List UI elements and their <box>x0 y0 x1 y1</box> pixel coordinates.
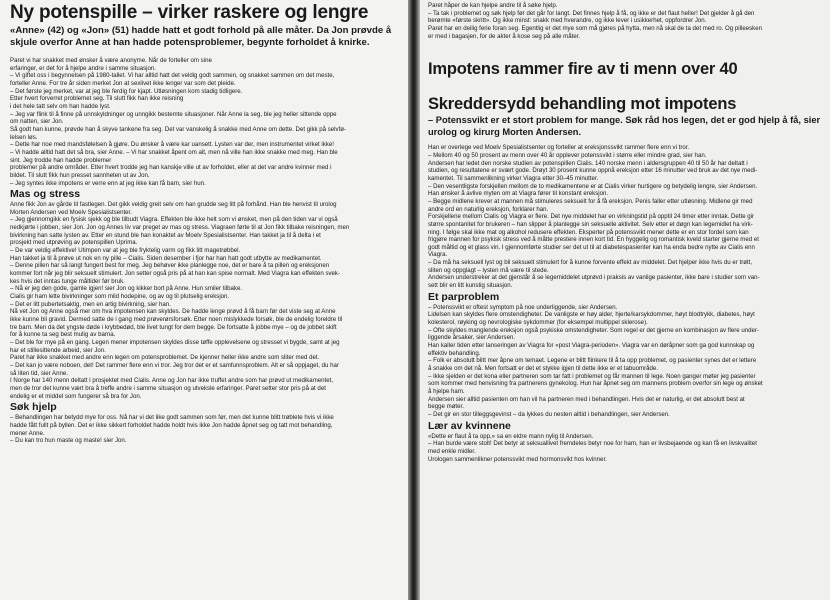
text-line: Han er overlege ved Moelv Spesialistsenter og forteller at ereksjonssvikt rammer flere enn vi tror. <box>428 144 690 152</box>
text-line: – Folk er absolutt blitt mer åpne om temaet. Legene er blitt flinkere til å ta opp problemet, og pasienter synes det er lettere <box>428 357 757 365</box>
text-line: med enkle midler. <box>428 447 476 455</box>
text-line: – Vi hadde alltid hatt det så bra, sier Anne. – Vi har snakket åpent om alt, men nå ville han ikke snakke med meg. Han ble <box>10 148 338 156</box>
interview-lead: – Potenssvikt er et stort problem for mange. Søk råd hos legen, det er god hjelp å få, sier urolog og kirurg Morten Andersen. <box>428 115 821 137</box>
text-line: Så godt han kunne, prøvde han å skyve tankene fra seg. Det var vanskelig å snakke med Anne om dette. Det gikk på selvfø- <box>10 125 347 133</box>
text-line: Paret vi har snakket med ønsker å være anonyme. Når de forteller om sine <box>10 57 212 64</box>
text-line: ning. I følge skal ikke mat og alkohol redusere effekten. Eksperter på potenssvikt mener dette er en stor fordel som kan <box>428 228 749 236</box>
text-line: bildet. Til slutt fikk hun presset sannheten ut av Jon. <box>10 171 150 179</box>
right-page <box>420 0 830 600</box>
text-line: Han ønsker å avlive myten om at Viagra fører til konstant ereksjon. <box>428 190 609 198</box>
text-line: begge møter. <box>428 403 464 411</box>
article-title: Ny potenspille – virker raskere og lengre <box>10 2 369 23</box>
text-line: i det hele tatt selv om han hadde lyst. <box>10 102 111 110</box>
text-line: å hjelpe ham. <box>428 387 465 395</box>
article-lead: «Anne» (42) og «Jon» (51) hadde hatt et godt forhold på alle måter. Da Jon prøvde å skjule overfor Anne at han hadde potensproblemer, begynte forholdet å knirke. <box>10 25 392 48</box>
text-line: Anne fikk Jon av gårde til fastlegen. Det gikk veldig greit selv om han grudde seg litt på forhånd. Han ble henvist til urolog <box>10 201 337 209</box>
text-line: tre barn. Men da det yngste døde i krybbedød, ble livet tungt for dem begge. De fortsatte å jobbe mye – og de jobbet skift <box>10 323 337 331</box>
text-line: Nå vet Jon og Anne også mer om hva impotensen kan skyldes. De hadde lenge prøvd å få barn før det viste seg at Anne <box>10 308 336 316</box>
text-line: Paret har en deilig ferie foran seg. Egentlig er det mye som må gjøres på hytta, men nå skal de ta det med ro. Og pilleesken <box>428 24 762 32</box>
text-line: – Nå er jeg den gode, gamle igjen! sier Jon og kikker bort på Anne. Hun smiler tilbake. <box>10 285 243 293</box>
section-heading: Søk hjelp <box>10 401 57 414</box>
text-line: Han kaller tiden etter lanseringen av Viagra for «post Viagra-perioden». Viagra var en døråpner som ga god kunnskap og <box>428 342 755 350</box>
text-line: – Da må ha seksuell lyst og bli seksuelt stimulert for å kunne forvente effekt av middelet. Det hjelper ikke hvis du er trøtt, <box>428 259 753 267</box>
text-line: har et stillesittende arbeid, sier Jon. <box>10 346 106 354</box>
section-body <box>428 433 824 464</box>
text-line: Andersen understreker at det gjenstår å se legemiddelet utprøvd i praksis av vanlige pasienter, ikke bare i studier som van- <box>428 274 760 282</box>
text-line: lelsen løs. <box>10 133 38 141</box>
text-line: Andersen sier alltid pasienten om han vil ha partneren med i behandlingen. Hvis det er naturlig, er det absolutt best at <box>428 395 745 403</box>
text-line: nedkjørte i jobben, sier Jon. Jon og Annes liv var preget av mas og stress. Viagraen førte til at Jon fikk tilbake reisningen, men <box>10 224 350 232</box>
text-line: – Det gir en stor tilleggsgevinst – da lykkes du nesten alltid i behandlingen, sier Andersen. <box>428 410 670 418</box>
text-line: for å kunne ta seg best mulig av barna. <box>10 331 116 339</box>
text-line: om natten, sier Jon. <box>10 118 64 126</box>
text-line: sliten og oppglagt – lysten må være til stede. <box>428 266 549 274</box>
text-line: – Ikke sjelden er det kona eller partneren som tar fatt i problemet og får mannen til lege. Noen ganger møter jeg pasienter <box>428 372 756 380</box>
section-heading: Et parproblem <box>428 290 500 303</box>
text-line: forteller Anne. For tre år siden merket Jon at sexlivet ikke lenger var som det pleide. <box>10 79 236 87</box>
text-line: Paret har ikke snakket med andre enn legen om potensproblemet. De kjenner heller ikke andre som sliter med det. <box>10 354 320 362</box>
text-line: Cialis gir ham lette bivirkninger som mild hodepine, og av og til plutselig ereksjon. <box>10 293 230 301</box>
text-line: – Jeg var flink til å finne på unnskyldninger og unngikk bestemte situasjoner. Når Anne la seg, ble jeg heller sittende oppe <box>10 110 337 118</box>
text-line: å snakke om det nå. Men fortsatt er det et stykke igjen til dette ikke er et tabuområde. <box>428 365 658 372</box>
text-line: berømte «første skritt». Og ikke minst: snakk med hverandre, og ikke lever i usikkerhet, oppfordrer Jon. <box>428 17 707 25</box>
text-line: Han takket ja til å prøve ut nok en ny pille – Cialis. Siden desember i fjor har han hatt godt utbytte av medikamentet. <box>10 254 322 262</box>
text-line: – Jeg syntes ikke impotens er verre enn at jeg ikke kan få barn, sier hun. <box>10 179 206 187</box>
text-line: Urologen sammenlikner potenssvikt med hormonsvikt hos kvinner. <box>428 455 607 463</box>
text-line: – Det første jeg merket, var at jeg ble ferdig for kjapt. Utløsningen kom stadig tidligere. <box>10 87 243 95</box>
left-sections <box>10 188 400 445</box>
section-body <box>10 414 400 445</box>
right-sections <box>428 291 824 463</box>
text-line: – Ta tak i problemet og søk hjelp før det går for langt. Det finnes hjelp å få, og ikke er det flaut heller! Det gjelder å gå den <box>428 9 755 17</box>
section-body <box>10 201 400 400</box>
text-line: kolesterol, røyking og nevrologiske sykdommer (for eksempel multippel sklerose). <box>428 319 648 327</box>
text-line: – Vi giftet oss i begynnelsen på 1980-tallet. Vi har alltid hatt det veldig godt sammen, og snakket sammen om det meste, <box>10 72 335 80</box>
text-line: godt måltid og et glass vin. I gjennomførte studier ser det ut til at diabetespasienter kan ha enda bedre nytte av Cialis enn <box>428 243 755 251</box>
headline: Impotens rammer fire av ti menn over 40 <box>428 60 738 79</box>
left-page <box>0 0 408 600</box>
text-line: – Behandlingen har betydd mye for oss. Nå har vi det like godt sammen som før, men det kunne blitt trøblete hvis vi ikke <box>10 414 334 422</box>
text-line: – Denne pillen har så langt fungert best for meg. Jeg behøver ikke planlegge noe, det er bare å ta pillen og ereksjonen <box>10 262 330 270</box>
text-line: – Jeg gjennomgikk en fysisk sjekk og ble tilbudt Viagra. Effekten ble ikke helt som vi ønsket, men på den tiden var vi også <box>10 216 338 224</box>
text-line: – Potenssvikt er oftest symptom på noe underliggende, sier Andersen. <box>428 303 618 311</box>
text-line: – Begge midlene krever at mannen må stimuleres seksuelt for å få ereksjon. Penis faller etter utløsning. Midlene gir med <box>428 197 753 205</box>
text-line: I Norge har 140 menn deltatt i prosjektet med Cialis. Anne og Jon har ikke truffet andre som har prøvd ut medikamentet, <box>10 377 334 385</box>
text-line: bivirkning han satte lysten av. Etter en stund ble han konaktet av Moelv Spesialistsenter. Han takket ja til å delta i et <box>10 231 321 239</box>
text-line: større spontanitet for brukeren – han slipper å planlegge sin seksuelle aktivitet. Selv etter et døgn kan legemidlet ha virk- <box>428 220 753 228</box>
text-line: kes hvis det inntas tunge måltider før bruk. <box>10 277 125 285</box>
text-line: – Han burde være stolt! Det betyr at seksuallivet fremdeles betyr noe for ham, han er livsbejaende og kan få en livskvalitet <box>428 440 757 448</box>
text-line: som kommer med henvisning fra partnerens gynekolog. Hun har åpnet seg om mannens problem overfor sin lege og ønsket <box>428 380 763 388</box>
text-line: – Du kan tro hun maste og maste! sier Jon. <box>10 437 127 445</box>
text-line: problemer på andre områder. Etter hvert trodde jeg han kanskje ville ut av forholdet, eller at det var andre kvinner med i <box>10 164 332 172</box>
section-heading: Mas og stress <box>10 188 81 201</box>
text-line: studien, og resultatene er svært gode. Drøyt 30 prosent kunne oppnå ereksjon etter 16 minutter ved bruk av det nye medi- <box>428 167 758 175</box>
text-line: – Den vesentligste forskjellen mellom de to medikamentene er at Cialis virker hurtigere og betydelig lengre, sier Andersen. <box>428 182 758 190</box>
headline-2: Skreddersydd behandling mot impotens <box>428 95 737 114</box>
text-line: Paret håper de kan hjelpe andre til å søke hjelp. <box>428 2 558 9</box>
section-heading: Lær av kvinnene <box>428 419 511 432</box>
text-line: mener Anne. <box>10 429 45 437</box>
text-line: men de tror det kunne vært bra å treffe andre i samme situasjon og utveksle erfaringer. Paret setter stor pris på at det <box>10 384 326 392</box>
text-line: kommer fort når jeg blir seksuelt stimulert. Jon setter også pris på at han kan spise normalt. Med Viagra kan effekten svek- <box>10 270 341 278</box>
text-line: Etter hvert forverret problemet seg. Til slutt fikk han ikke reisning <box>10 95 184 103</box>
text-line: – De var veldig effektive! Utimpen var at jeg ble fryktelig varm og fikk litt magetrøbbel. <box>10 247 241 255</box>
section-body <box>428 304 824 419</box>
text-line: endelig er et middel som fungerer så bra for Jon. <box>10 392 142 400</box>
text-line: – Det kan jo være noboen, det! Det rammer flere enn vi tror. Jeg tror det er et samfunnsproblem. Alt er så oppjaget, du har <box>10 361 339 369</box>
text-line: Forskjellene mellom Cialis og Viagra er flere. Det nye middelet har en virkningstid på opptil 24 timer etter inntak. Dette gir <box>428 213 755 221</box>
text-line: – Mellom 40 og 50 prosent av menn over 40 år opplever potenssvikt i større eller mindre grad, sier han. <box>428 151 707 159</box>
text-line: – Det ble for mye på en gang. Legen mener impotensen skyldes disse tøffe opplevelsene og stresset vi bygde, samt at jeg <box>10 338 340 346</box>
text-line: andre ord en naturlig ereksjon, forklarer han. <box>428 205 549 213</box>
text-line: er med i bagasjen, for de akter å kose seg på alle måter. <box>428 32 581 40</box>
text-line: erfaringer, er det for å hjelpe andre i samme situasjon. <box>10 64 156 72</box>
text-line: «Dette er flaut å ta opp,» sa en eldre mann nylig til Andersen. <box>428 432 594 440</box>
text-line: hadde fått fullt på byllen. Det er ikke sikkert forholdet hadde holdt hvis ikke Jon hadde åpnet seg og tatt mot behandling, <box>10 421 333 429</box>
text-line: sint. Jeg trodde han hadde problemer <box>10 156 112 164</box>
text-line: Andersen har ledet den norske studien av potenspillen Cialis. 140 norske menn i aldersgruppen 40 til 50 år har deltatt i <box>428 159 748 167</box>
text-line: effektiv behandling. <box>428 349 481 357</box>
article-intro <box>10 57 400 187</box>
text-line: – Ofte skyldes manglende ereksjon også psykiske omstendigheter. Som regel er det gjerne en kombinasjon av flere under- <box>428 326 759 334</box>
text-line: Morten Andersen ved Moelv Spesialistsenter. <box>10 208 132 216</box>
text-line: kamentet. Til sammenlikning virker Viagra etter 30–45 minutter. <box>428 174 599 182</box>
text-line: Viagra. <box>428 251 448 259</box>
text-line: ikke kunne bli gravid. Dermed satte de i gang med prøverørsforsøk. Etter noen mislykkede forsøk, ble de endelig foreldre til <box>10 316 343 323</box>
text-line: så liten tid, sier Anne. <box>10 369 68 377</box>
text-line: prosjekt med utprøving av potenspillen Uprima. <box>10 239 138 247</box>
text-line: Lidelsen kan skyldes flere omstendigheter. De vanligste er høy alder, hjerte/karsykdommer, høyt blodtrykk, diabetes, høyt <box>428 311 755 319</box>
text-line: – Det er litt pubertetsaktig, men en artig bivirkning, sier han. <box>10 300 171 308</box>
text-line: sett blir en litt kunstig situasjon. <box>428 282 513 290</box>
text-line: – Dette har noe med mandsfølelsen å gjøre. Du ønsker å være kar uansett. Lysten var der, men instrumentet virket ikke! <box>10 141 334 149</box>
text-line: frigjøre mannen for psykisk stress ved å måtte prestere innen kort tid. En hyggelig og romantisk kveld starter gjerne med et <box>428 236 759 244</box>
article-continuation <box>428 2 824 40</box>
text-line: liggende årsaker, sier Andersen. <box>428 334 516 342</box>
interview-body <box>428 144 824 289</box>
page-gutter <box>408 0 420 600</box>
